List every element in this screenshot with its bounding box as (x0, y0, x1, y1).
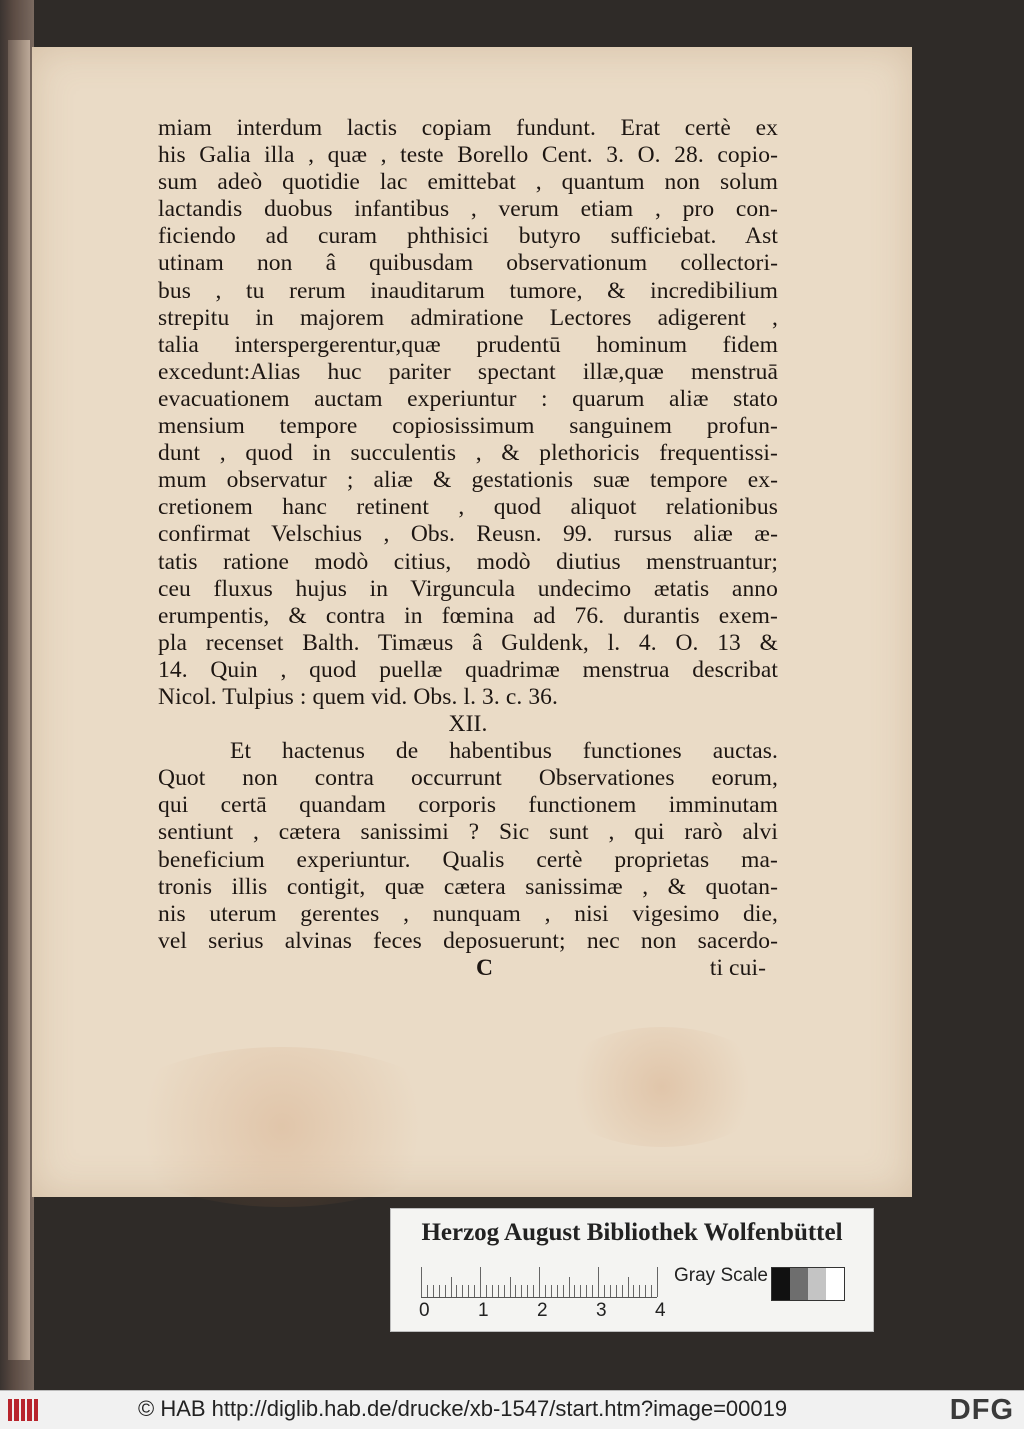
ruler-tick (592, 1285, 593, 1297)
adjacent-page-edge (0, 0, 34, 1390)
ruler-tick (545, 1285, 546, 1297)
ruler-tick (604, 1285, 605, 1297)
text-line: mensium tempore copiosissimum sanguinem profun- (158, 413, 778, 440)
signature-mark: C (476, 954, 494, 981)
ruler-tick (421, 1267, 422, 1297)
gray-swatch (826, 1268, 844, 1300)
footer-bar (0, 1390, 1024, 1429)
text-line: cretionem hanc retinent , quod aliquot relationibus (158, 494, 778, 521)
ruler-tick (563, 1285, 564, 1297)
ruler-tick (633, 1285, 634, 1297)
ruler-tick (462, 1285, 463, 1297)
text-line: evacuationem auctam experiuntur : quarum aliæ stato (158, 385, 778, 412)
ruler-tick (486, 1285, 487, 1297)
paper-stain (552, 1027, 772, 1147)
ruler-tick (504, 1285, 505, 1297)
ruler-tick (574, 1285, 575, 1297)
ruler-tick (598, 1267, 599, 1297)
text-line: qui certā quandam corporis functionem imminutam (158, 792, 778, 819)
text-line: ficiendo ad curam phthisici butyro sufficiebat. Ast (158, 223, 778, 250)
gray-swatch (772, 1268, 790, 1300)
text-line: miam interdum lactis copiam fundunt. Erat certè ex (158, 115, 778, 141)
text-line: pla recenset Balth. Timæus â Guldenk, l. 4. O. 13 & (158, 629, 778, 656)
text-line: talia interspergerentur,quæ prudentū hominum fidem (158, 331, 778, 358)
page-footer-line (158, 955, 778, 982)
ruler-tick (433, 1285, 434, 1297)
ruler-tick (427, 1285, 428, 1297)
ruler-tick (521, 1285, 522, 1297)
ruler-tick (639, 1285, 640, 1297)
footer-url-text: © HAB http://diglib.hab.de/drucke/xb-1547/start.htm?image=00019 (138, 1396, 788, 1421)
gray-scale-label: Gray Scale (674, 1265, 768, 1286)
ruler-number: 4 (655, 1300, 666, 1321)
text-line: tronis illis contigit, quæ cætera sanissimæ , & quotan- (158, 873, 778, 900)
text-line: beneficium experiuntur. Qualis certè proprietas ma- (158, 846, 778, 873)
ruler-tick (515, 1285, 516, 1297)
gray-swatch (790, 1268, 808, 1300)
text-line: sentiunt , cætera sanissimi ? Sic sunt , qui rarò alvi (158, 819, 778, 846)
ruler-tick (557, 1285, 558, 1297)
gray-scale-swatches (771, 1267, 845, 1301)
text-line: lactandis duobus infantibus , verum etiam , pro con- (158, 196, 778, 223)
section-heading: XII. (448, 711, 488, 738)
cm-ruler (421, 1265, 657, 1298)
text-line: 14. Quin , quod puellæ quadrimæ menstrua describat (158, 656, 778, 683)
text-line: bus , tu rerum inauditarum tumore, & incredibilium (158, 277, 778, 304)
text-line: tatis ratione modò citius, modò diutius menstruantur; (158, 548, 778, 575)
ruler-tick (580, 1285, 581, 1297)
ruler-tick (445, 1285, 446, 1297)
ruler-tick (657, 1267, 658, 1297)
ruler-number: 3 (596, 1300, 607, 1321)
ruler-tick (456, 1285, 457, 1297)
ruler-tick (622, 1285, 623, 1297)
ruler-tick (468, 1285, 469, 1297)
text-line: strepitu in majorem admiratione Lectores adigerent , (158, 304, 778, 331)
text-line: sum adeò quotidie lac emittebat , quantum non solum (158, 169, 778, 196)
text-line: ceu fluxus hujus in Virguncula undecimo ætatis anno (158, 575, 778, 602)
ruler-number: 0 (419, 1300, 430, 1321)
paragraph-2 (158, 738, 778, 955)
ruler-tick (610, 1285, 611, 1297)
paragraph-1 (158, 115, 778, 711)
page-text (158, 115, 778, 982)
ruler-tick (651, 1285, 652, 1297)
ruler-tick (451, 1277, 452, 1297)
text-line: erumpentis, & contra in fœmina ad 76. durantis exem- (158, 602, 778, 629)
text-line: Quot non contra occurrunt Observationes eorum, (158, 765, 778, 792)
ruler-tick (474, 1285, 475, 1297)
ruler-tick (569, 1277, 570, 1297)
text-line: Nicol. Tulpius : quem vid. Obs. l. 3. c. 36. (158, 683, 559, 710)
catchword: ti cui- (709, 954, 766, 981)
ruler-tick (527, 1285, 528, 1297)
ruler-tick (498, 1285, 499, 1297)
ruler-tick (645, 1285, 646, 1297)
ruler-number: 2 (537, 1300, 548, 1321)
ruler-tick (551, 1285, 552, 1297)
ruler-tick (510, 1277, 511, 1297)
ruler-tick (439, 1285, 440, 1297)
library-name: Herzog August Bibliothek Wolfenbüttel (421, 1219, 843, 1246)
text-line: mum observatur ; aliæ & gestationis suæ tempore ex- (158, 467, 778, 494)
ruler-tick (533, 1285, 534, 1297)
ruler-tick (586, 1285, 587, 1297)
ruler-number: 1 (478, 1300, 489, 1321)
ruler-tick (539, 1267, 540, 1297)
library-scale-card (390, 1208, 874, 1332)
gray-swatch (808, 1268, 826, 1300)
text-line: nis uterum gerentes , nunquam , nisi vigesimo die, (158, 900, 778, 927)
ruler-tick (480, 1267, 481, 1297)
text-line: Et hactenus de habentibus functiones auctas. (230, 738, 778, 765)
dfg-logo: DFG (949, 1394, 1014, 1426)
hab-logo-icon (8, 1399, 38, 1421)
ruler-tick (492, 1285, 493, 1297)
paper-stain (102, 1047, 462, 1207)
ruler-tick (628, 1277, 629, 1297)
ruler-tick (616, 1285, 617, 1297)
text-line: dunt , quod in succulentis , & plethoricis frequentissi- (158, 440, 778, 467)
text-line: utinam non â quibusdam observationum collectori- (158, 250, 778, 277)
text-line: confirmat Velschius , Obs. Reusn. 99. rursus aliæ æ- (158, 521, 778, 548)
text-line: excedunt:Alias huc pariter spectant illæ,quæ menstruā (158, 358, 778, 385)
text-line: his Galia illa , quæ , teste Borello Cent. 3. O. 28. copio- (158, 142, 778, 169)
text-line: vel serius alvinas feces deposuerunt; nec non sacerdo- (158, 927, 778, 954)
